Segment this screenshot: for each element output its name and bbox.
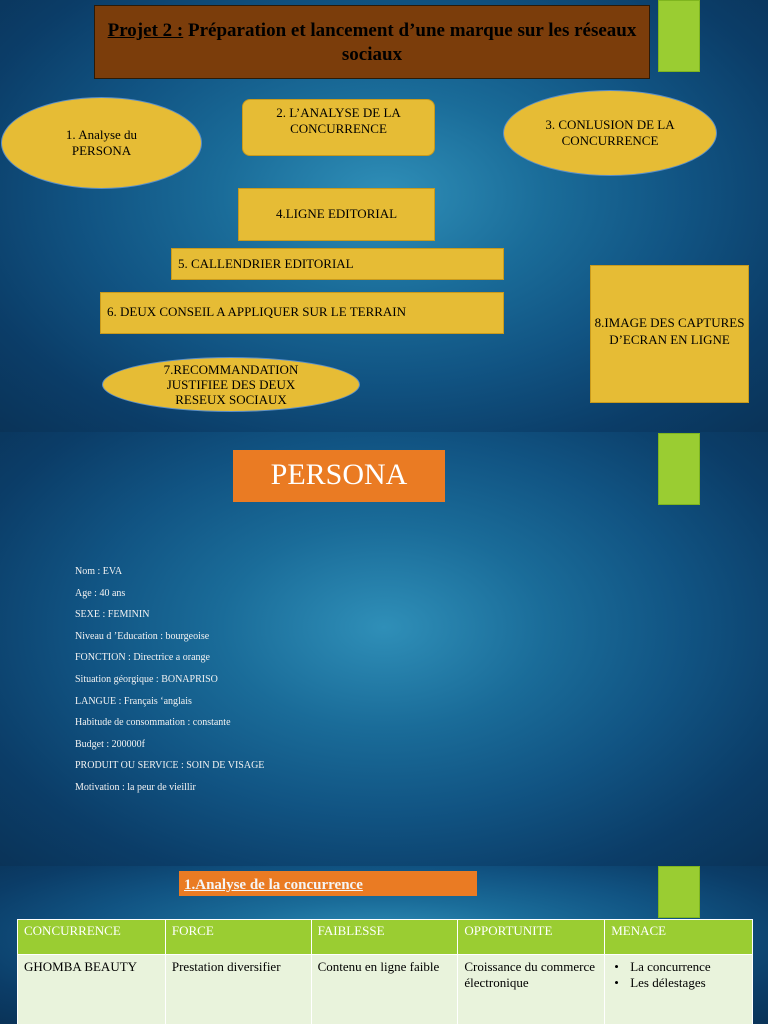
- persona-detail-fonction: FONCTION : Directrice a orange: [75, 652, 210, 664]
- menace-item: • La concurrence: [611, 959, 746, 975]
- menace-item: • Les délestages: [611, 975, 746, 991]
- persona-detail-situation: Situation géorgique : BONAPRISO: [75, 673, 218, 685]
- column-header-force: FORCE: [165, 920, 311, 955]
- plan-item-label: 4.LIGNE EDITORIAL: [275, 206, 398, 221]
- project-title: [94, 5, 650, 79]
- plan-item-label: 8.IMAGE DES CAPTURES D’ECRAN EN LIGNE: [594, 315, 745, 347]
- plan-item-captures-ecran: [590, 265, 749, 403]
- table-row: [18, 955, 753, 1024]
- plan-item-recommandation: [102, 357, 360, 412]
- project-title-prefix: Projet 2 :: [107, 20, 184, 41]
- cell-force: Prestation diversifier: [165, 955, 311, 1024]
- column-header-concurrence: CONCURRENCE: [18, 920, 166, 955]
- persona-detail-sexe: SEXE : FEMININ: [75, 609, 150, 621]
- persona-detail-nom: Nom : EVA: [75, 566, 123, 577]
- persona-detail-habitude: Habitude de consommation : constante: [75, 717, 231, 729]
- plan-item-deux-conseils: [100, 292, 504, 334]
- slide-persona: [0, 432, 768, 866]
- cell-menace: [605, 955, 753, 1024]
- column-header-opportunite: OPPORTUNITE: [458, 920, 605, 955]
- concurrence-section-title: 1.Analyse de la concurrence: [179, 871, 477, 896]
- plan-item-ligne-editoriale: [238, 188, 435, 241]
- plan-item-conclusion-concurrence: [503, 90, 717, 176]
- persona-detail-langue: LANGUE : Français ‘anglais: [75, 695, 192, 707]
- plan-item-analyse-concurrence: [242, 99, 435, 156]
- plan-item-label: 5. CALLENDRIER EDITORIAL: [178, 256, 354, 271]
- persona-detail-motivation: Motivation : la peur de vieillir: [75, 781, 196, 793]
- plan-item-label: 7.RECOMMANDATION JUSTIFIEE DES DEUX RESEUX SOCIAUX: [163, 362, 299, 407]
- concurrence-table: [17, 919, 753, 1024]
- menace-list: [611, 959, 746, 991]
- persona-title: PERSONA: [233, 450, 445, 502]
- persona-detail-education: Niveau d ’Education : bourgeoise: [75, 630, 210, 642]
- plan-item-calendrier-editorial: [171, 248, 504, 280]
- cell-faiblesse: Contenu en ligne faible: [311, 955, 458, 1024]
- column-header-faiblesse: FAIBLESSE: [311, 920, 458, 955]
- plan-item-label: 2. L’ANALYSE DE LA CONCURRENCE: [276, 104, 401, 136]
- persona-detail-age: Age : 40 ans: [75, 587, 126, 599]
- green-tab-decoration: [658, 866, 700, 918]
- green-tab-decoration: [658, 0, 700, 72]
- project-title-text: Préparation et lancement d’une marque sur les réseaux sociaux: [183, 20, 637, 65]
- plan-item-label: 6. DEUX CONSEIL A APPLIQUER SUR LE TERRAIN: [107, 304, 407, 319]
- persona-detail-budget: Budget : 200000f: [75, 738, 145, 750]
- table-header-row: [18, 920, 753, 955]
- plan-item-persona: [1, 97, 202, 189]
- slide-analyse-concurrence: [0, 866, 768, 1024]
- persona-detail-produit: PRODUIT OU SERVICE : SOIN DE VISAGE: [75, 760, 265, 772]
- slide-plan: [0, 0, 768, 432]
- plan-item-label: 1. Analyse du PERSONA: [65, 127, 138, 158]
- plan-item-label: 3. CONLUSION DE LA CONCURRENCE: [545, 117, 675, 148]
- persona-details: [75, 565, 264, 803]
- cell-opportunite: Croissance du commerce électronique: [458, 955, 605, 1024]
- column-header-menace: MENACE: [605, 920, 753, 955]
- green-tab-decoration: [658, 433, 700, 505]
- cell-concurrence: GHOMBA BEAUTY: [18, 955, 166, 1024]
